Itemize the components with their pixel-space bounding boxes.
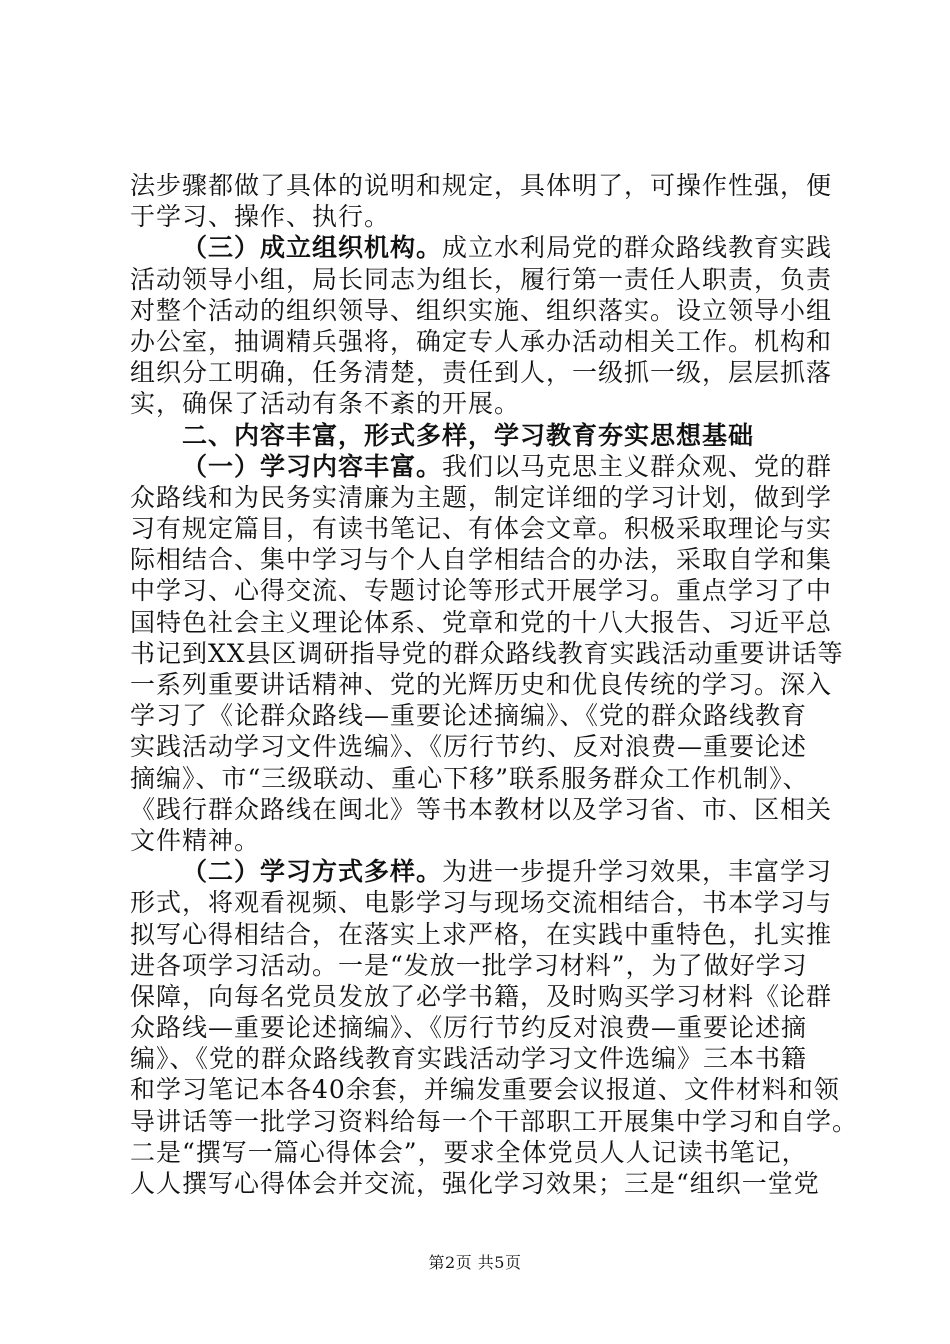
line-text: 实践活动学习文件选编》、《厉行节约、反对浪费—重要论述: [130, 732, 808, 762]
line-text: 编》、《党的群众路线教育实践活动学习文件选编》三本书籍: [130, 1044, 808, 1074]
text-line: [130, 1043, 830, 1074]
text-line: [130, 1012, 830, 1043]
text-line: [130, 950, 830, 981]
line-text: 于学习、操作、执行。: [130, 202, 391, 232]
text-line: [130, 825, 830, 856]
text-line: [130, 607, 833, 638]
line-text: 组织分工明确，任务清楚，责任到人，一级抓一级，层层抓落: [130, 358, 833, 388]
line-text: 我们以马克思主义群众观、党的群: [442, 451, 833, 481]
line-text: 《践行群众路线在闽北》等书本教材以及学习省、市、区相关: [130, 794, 833, 824]
subsection-title: （三）成立组织机构。: [182, 233, 443, 263]
text-line: [130, 264, 833, 295]
text-line: [130, 763, 830, 794]
line-text: 成立水利局党的群众路线教育实践: [442, 233, 833, 263]
section-heading: [130, 420, 830, 451]
text-line: [130, 513, 833, 544]
document-body: [130, 170, 859, 1199]
line-text: 习有规定篇目，有读书笔记、有体会文章。积极采取理论与实: [130, 514, 833, 544]
text-line: [130, 357, 833, 388]
line-text: 为进一步提升学习效果，丰富学习: [442, 857, 833, 887]
text-line: [130, 731, 830, 762]
line-text: 人人撰写心得体会并交流，强化学习效果；三是“组织一堂党: [130, 1169, 820, 1198]
line-text: 众路线和为民务实清廉为主题，制定详细的学习计划，做到学: [130, 482, 833, 512]
text-line: [130, 388, 830, 419]
subsection-title: （二）学习方式多样。: [182, 857, 443, 887]
text-line: [130, 919, 833, 950]
line-text: 办公室，抽调精兵强将，确定专人承办活动相关工作。机构和: [130, 326, 833, 356]
line-text: 保障，向每名党员发放了必学书籍，及时购买学习材料《论群: [130, 981, 833, 1011]
text-line: [130, 1137, 830, 1168]
text-line: [130, 1106, 859, 1137]
text-line: [130, 794, 833, 825]
line-text: 中学习、心得交流、专题讨论等形式开展学习。重点学习了中: [130, 576, 833, 606]
line-text: 法步骤都做了具体的说明和规定，具体明了，可操作性强，便: [130, 171, 833, 200]
line-text: 国特色社会主义理论体系、党章和党的十八大报告、习近平总: [130, 607, 833, 637]
text-line: [130, 482, 833, 513]
line-text: 书记到XX县区调研指导党的群众路线教育实践活动重要讲话等: [130, 638, 844, 668]
text-line: [130, 232, 833, 263]
line-text: 际相结合、集中学习与个人自学相结合的办法，采取自学和集: [130, 545, 833, 575]
line-text: 众路线—重要论述摘编》、《厉行节约反对浪费—重要论述摘: [130, 1013, 808, 1043]
line-text: 进各项学习活动。一是“发放一批学习材料”，为了做好学习: [130, 950, 808, 980]
text-line: [130, 638, 844, 669]
line-text: 导讲话等一批学习资料给每一个干部职工开展集中学习和自学。: [130, 1106, 859, 1136]
text-line: [130, 1074, 840, 1105]
line-text: 对整个活动的组织领导、组织实施、组织落实。设立领导小组: [130, 295, 833, 325]
text-line: [130, 295, 833, 326]
line-text: 实，确保了活动有条不紊的开展。: [130, 389, 521, 419]
line-text: 学习了《论群众路线—重要论述摘编》、《党的群众路线教育: [130, 701, 808, 731]
heading-text: 二、内容丰富，形式多样，学习教育夯实思想基础: [182, 420, 755, 450]
text-line: [130, 451, 833, 482]
text-line: [130, 669, 833, 700]
line-text: 形式，将观看视频、电影学习与现场交流相结合，书本学习与: [130, 888, 833, 918]
line-text: 活动领导小组，局长同志为组长，履行第一责任人职责，负责: [130, 264, 833, 294]
text-line: [130, 575, 833, 606]
line-text: 文件精神。: [130, 825, 261, 855]
line-text: 摘编》、市“三级联动、重心下移”联系服务群众工作机制》、: [130, 763, 809, 793]
text-line: [130, 700, 830, 731]
line-text: 拟写心得相结合，在落实上求严格，在实践中重特色，扎实推: [130, 919, 833, 949]
text-line: [130, 1168, 830, 1199]
text-line: [130, 201, 830, 232]
subsection-title: （一）学习内容丰富。: [182, 451, 443, 481]
line-text: 二是“撰写一篇心得体会”，要求全体党员人人记读书笔记，: [130, 1137, 808, 1167]
text-line: [130, 887, 833, 918]
page-footer: 第2页 共5页: [428, 1253, 522, 1272]
text-line: [130, 856, 833, 887]
line-text: 一系列重要讲话精神、党的光辉历史和优良传统的学习。深入: [130, 670, 833, 699]
text-line: [130, 544, 833, 575]
text-line: [130, 981, 833, 1012]
text-line: [130, 326, 833, 357]
text-line: [130, 170, 833, 201]
line-text: 和学习笔记本各40余套，并编发重要会议报道、文件材料和领: [130, 1075, 840, 1105]
